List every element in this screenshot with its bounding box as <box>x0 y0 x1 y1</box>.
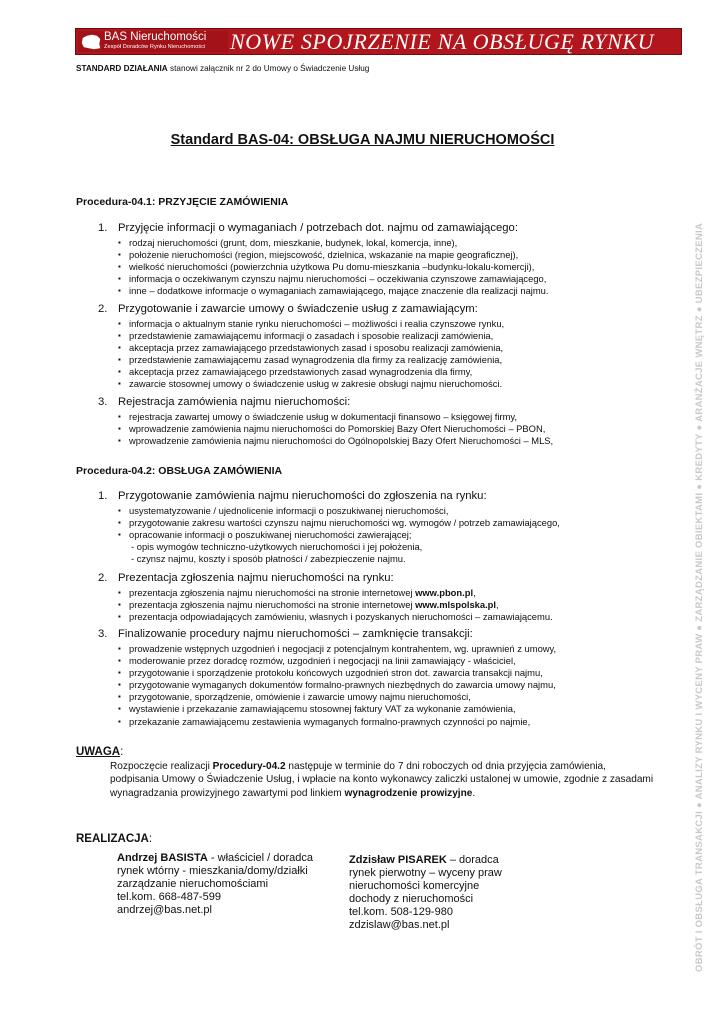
list-item: ▪ przygotowanie wymaganych dokumentów formalno-prawnych niezbędnych do zawarcia umowy najmu, <box>118 679 556 691</box>
list-item: ▪ przygotowanie, sporządzenie, omówienie i zawarcie umowy najmu nieruchomości, <box>118 691 556 703</box>
proc1-item-1-list <box>118 237 549 297</box>
proc2-item-2 <box>98 572 394 584</box>
contact-phone: tel.kom. 668-487-599 <box>117 891 221 903</box>
list-item: ▪ moderowanie przez doradcę rozmów, uzgodnień i negocjacji na linii zamawiający - właściciel, <box>118 655 556 667</box>
uwaga-heading: UWAGA: <box>76 746 124 758</box>
list-item: ▪ prezentacja odpowiadających zamówieniu, własnych i pozyskanych nieruchomości – zamawiającemu. <box>118 611 553 623</box>
item-number: 1. <box>98 490 108 502</box>
list-item: ▪ prezentacja zgłoszenia najmu nieruchomości na stronie internetowej www.mlspolska.pl, <box>118 599 553 611</box>
proc1-item-3 <box>98 396 350 408</box>
wynagrodzenie-link[interactable]: wynagrodzenie prowizyjne <box>344 787 473 799</box>
contact-name: Andrzej BASISTA <box>117 852 208 864</box>
proc1-item-3-list <box>118 411 553 447</box>
list-item: ▪ inne – dodatkowe informacje o wymaganiach zamawiającego, mające znaczenie dla realizacji najmu. <box>118 285 549 297</box>
header-banner <box>75 28 682 55</box>
list-item: ▪ informacja o oczekiwanym czynszu najmu nieruchomości – oczekiwania czynszowe zamawiającego, <box>118 273 549 285</box>
list-subitem: - czynsz najmu, koszty i sposób płatności / zabezpieczenie najmu. <box>131 553 406 565</box>
list-item: ▪ zawarcie stosownej umowy o świadczenie usług w zakresie obsługi najmu nieruchomości. <box>118 378 504 390</box>
side-services-text: OBRÓT I OBSŁUGA TRANSAKCJI ● ANALIZY RYNKU I WYCENY PRAW ● ZARZĄDZANIE OBIEKTAMI ● KREDYTY ● ARANŻACJE WNĘTRZ ● UBEZPIECZENIA <box>694 222 705 972</box>
pbon-link[interactable]: www.pbon.pl <box>415 587 474 598</box>
contact-email[interactable]: andrzej@bas.net.pl <box>117 904 212 916</box>
contact-name: Zdzisław PISAREK <box>349 854 447 866</box>
list-item: ▪ akceptacja przez zamawiającego przedstawionych zasad wynagrodzenia dla firmy, <box>118 366 504 378</box>
list-item: ▪ usystematyzowanie / ujednolicenie informacji o poszukiwanej nieruchomości, <box>118 505 560 517</box>
uwaga-text: Rozpoczęcie realizacji Procedury-04.2 następuje w terminie do 7 dni roboczych od dnia przyjęcia zamówienia, podpisania Umowy o Świadczenie Usług, i wpłacie na konto wykonawcy zaliczki ustalonej w umowie, zgodnie z zasadami wynagradzania prowizyjnego zawartymi pod linkiem wynagrodzenie prowizyjne. <box>110 761 654 799</box>
proc1-item-2 <box>98 303 478 315</box>
mlspolska-link[interactable]: www.mlspolska.pl <box>415 599 497 611</box>
contact-line: dochody z nieruchomości <box>349 893 474 905</box>
proc2-item-1 <box>98 490 487 502</box>
contact-line: nieruchomości komercyjne <box>349 880 480 892</box>
proc1-item-2-list <box>118 318 504 391</box>
document-title: Standard BAS-04: OBSŁUGA NAJMU NIERUCHOMOŚCI <box>170 132 555 148</box>
list-item: ▪ rodzaj nieruchomości (grunt, dom, mieszkanie, budynek, lokal, komercja, inne), <box>118 237 549 249</box>
bas-logo <box>78 31 228 52</box>
item-number: 2. <box>98 572 108 584</box>
proc2-item-3-list <box>118 643 556 728</box>
proc2-item-1-list <box>118 505 560 565</box>
list-item: ▪ przygotowanie zakresu wartości czynszu najmu nieruchomości wg. wymogów / potrzeb zamawiającego, <box>118 517 560 529</box>
list-item: ▪ prowadzenie wstępnych uzgodnień i negocjacji z potencjalnym kontrahentem, wg. uprawnień z umowy, <box>118 643 556 655</box>
list-item: ▪ wprowadzenie zamówienia najmu nieruchomości do Pomorskiej Bazy Ofert Nieruchomości – PBON, <box>118 423 553 435</box>
contact-email[interactable]: zdzislaw@bas.net.pl <box>349 919 450 931</box>
banner-title: NOWE SPOJRZENIE NA OBSŁUGĘ RYNKU <box>230 29 655 54</box>
contact-line: rynek pierwotny – wyceny praw <box>349 867 502 879</box>
contact-phone: tel.kom. 508-129-980 <box>349 906 453 918</box>
list-item: ▪ przekazanie zamawiającemu zestawienia wymaganych formalno-prawnych czynności po najmie, <box>118 716 556 728</box>
proc1-item-1 <box>98 222 518 234</box>
item-heading: Przyjęcie informacji o wymaganiach / potrzebach dot. najmu od zamawiającego: <box>118 222 518 234</box>
standard-text: stanowi załącznik nr 2 do Umowy o Świadczenie Usług <box>170 64 370 73</box>
poland-map-icon <box>81 34 101 50</box>
standard-note <box>76 64 369 73</box>
procedure-2-title: Procedura-04.2: OBSŁUGA ZAMÓWIENIA <box>76 465 283 477</box>
item-number: 3. <box>98 628 108 640</box>
list-item: ▪ rejestracja zawartej umowy o świadczenie usług w dokumentacji finansowo – księgowej firmy, <box>118 411 553 423</box>
list-item: ▪ prezentacja zgłoszenia najmu nieruchomości na stronie internetowej www.pbon.pl, <box>118 587 553 599</box>
logo-subtitle: Zespół Doradców Rynku Nieruchomości <box>104 44 206 50</box>
list-item: ▪ wystawienie i przekazanie zamawiającemu stosownej faktury VAT za wykonanie zamówienia, <box>118 703 556 715</box>
list-item: ▪ opracowanie informacji o poszukiwanej nieruchomości zawierającej; <box>118 529 560 541</box>
item-heading: Finalizowanie procedury najmu nieruchomości – zamknięcie transakcji: <box>118 628 473 640</box>
list-item: ▪ przedstawienie zamawiającemu zasad wynagrodzenia dla firmy za realizację zamówienia, <box>118 354 504 366</box>
list-item: ▪ wprowadzenie zamówienia najmu nieruchomości do Ogólnopolskiej Bazy Ofert Nieruchomości – MLS, <box>118 435 553 447</box>
item-number: 2. <box>98 303 108 315</box>
proc2-item-2-list <box>118 587 553 623</box>
list-item: ▪ wielkość nieruchomości (powierzchnia użytkowa Pu domu-mieszkania –budynku-lokalu-komercji), <box>118 261 549 273</box>
list-item: ▪ położenie nieruchomości (region, miejscowość, dzielnica, wskazanie na mapie geograficznej), <box>118 249 549 261</box>
contact-line: zarządzanie nieruchomościami <box>117 878 269 890</box>
list-item: ▪ informacja o aktualnym stanie rynku nieruchomości – możliwości i realia czynszowe rynku, <box>118 318 504 330</box>
list-item: ▪ przedstawienie zamawiającemu informacji o zasadach i sposobie realizacji zamówienia, <box>118 330 504 342</box>
item-number: 1. <box>98 222 108 234</box>
list-item: ▪ akceptacja przez zamawiającego przedstawionych zasad i sposobu realizacji zamówienia, <box>118 342 504 354</box>
contact-role: – doradca <box>446 854 499 866</box>
item-heading: Prezentacja zgłoszenia najmu nieruchomości na rynku: <box>118 572 394 584</box>
standard-label: STANDARD DZIAŁANIA <box>76 64 168 73</box>
contact-role: - właściciel / doradca <box>207 852 314 864</box>
logo-name: BAS Nieruchomości <box>104 31 207 43</box>
item-heading: Przygotowanie i zawarcie umowy o świadczenie usług z zamawiającym: <box>118 303 478 315</box>
item-number: 3. <box>98 396 108 408</box>
realizacja-heading: REALIZACJA: <box>76 833 153 845</box>
item-heading: Rejestracja zamówienia najmu nieruchomości: <box>118 396 351 408</box>
list-subitem: - opis wymogów techniczno-użytkowych nieruchomości i jej położenia, <box>131 541 423 553</box>
item-heading: Przygotowanie zamówienia najmu nieruchomości do zgłoszenia na rynku: <box>118 490 487 502</box>
contact-zdzislaw <box>349 854 502 932</box>
contact-andrzej <box>117 852 313 917</box>
proc2-item-3 <box>98 628 473 640</box>
procedure-1-title: Procedura-04.1: PRZYJĘCIE ZAMÓWIENIA <box>76 196 289 208</box>
list-item: ▪ przygotowanie i sporządzenie protokołu końcowych uzgodnień stron dot. zawarcia transakcji najmu, <box>118 667 556 679</box>
contact-line: rynek wtórny - mieszkania/domy/działki <box>117 865 308 877</box>
